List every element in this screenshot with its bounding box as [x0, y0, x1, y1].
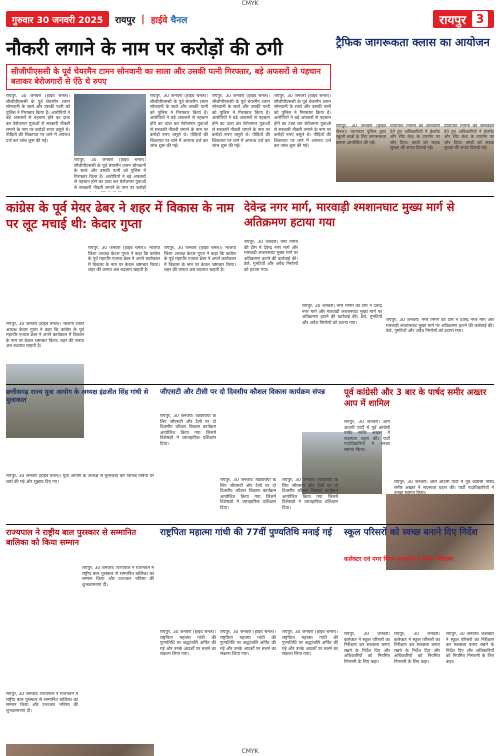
lead-headline: नौकरी लगाने के नाम पर करोड़ों की ठगी: [6, 38, 283, 60]
gandhi-body-2: रायपुर, 30 जनवरी (हाईवे चैनल)। राष्ट्रपिता महात्मा गांधी की पुण्यतिथि पर श्रद्धांजलि अर्पित की गई और उनके आदर्शों पर चलने का संकल्प लिया गया।: [220, 630, 276, 658]
chhattisgarh-headline: छत्तीसगढ़ राज्य युवा आयोग के अध्यक्ष इंद्रजीत सिंह गांधी से मुलाकात: [6, 388, 149, 404]
congress-body-2: रायपुर, 30 जनवरी (हाईवे चैनल)। भाजपा जिला अध्यक्ष केदार गुप्ता ने कहा कि कांग्रेस के पूर्व महापौर एजाज ढेबर ने अपने कार्यकाल में विकास के नाम पर केवल भ्रष्टाचार किया। शहर की जनता अब बदलाव चाहती है।: [88, 246, 160, 274]
lead-body-3: रायपुर, 30 जनवरी (हाईवे चैनल)। सीजीपीएससी के पूर्व चेयरमैन टामन सोनवानी के साले और उसकी पत्नी को पुलिस ने गिरफ्तार किया है। आरोपियों ने बड़े अफसरों से पहचान होने का दावा कर बेरोजगार युवाओं से सरकारी नौकरी लगाने के नाम पर करोड़ों रुपए वसूले थे। पीड़ितों की शिकायत पर थाने में अपराध दर्ज कर जांच शुरू की गई।: [150, 94, 208, 150]
congress-body-3: रायपुर, 30 जनवरी (हाईवे चैनल)। भाजपा जिला अध्यक्ष केदार गुप्ता ने कहा कि कांग्रेस के पूर्व महापौर एजाज ढेबर ने अपने कार्यकाल में विकास के नाम पर केवल भ्रष्टाचार किया। शहर की जनता अब बदलाव चाहती है।: [164, 246, 236, 274]
traffic-caption: रायपुर, 30 जनवरी (हाईवे चैनल)। यातायात पुलिस द्वारा स्कूली छात्रों के लिए जागरूकता क्लास आयोजित की गई।: [336, 124, 386, 146]
former-body-2: रायपुर, 30 जनवरी। आम आदमी पार्टी में पूर्व कांग्रेसी पार्षद समीर अख्तर ने सदस्यता ग्रहण की। पार्टी पदाधिकारियों ने उनका स्वागत किया।: [394, 480, 494, 497]
section-divider-3: [6, 524, 494, 525]
registration-mark: CMYK: [241, 0, 259, 7]
gdp-body: रायपुर, 30 जनवरी। विद्यार्थियों के लिए जीएसटी और टैली पर दो दिवसीय कौशल विकास कार्यक्रम आयोजित किया गया जिसमें विशेषज्ञों ने व्यावहारिक प्रशिक्षण दिया।: [160, 414, 216, 447]
section-divider: [6, 196, 494, 197]
chhattisgarh-body: रायपुर, 30 जनवरी (हाईवे चैनल)। युवा आयोग के अध्यक्ष से मुलाकात कर विभिन्न विषयों पर चर्चा की गई और सुझाव दिए गए।: [6, 474, 154, 485]
gandhi-body: रायपुर, 30 जनवरी (हाईवे चैनल)। राष्ट्रपिता महात्मा गांधी की पुण्यतिथि पर श्रद्धांजलि अर्पित की गई और उनके आदर्शों पर चलने का संकल्प लिया गया।: [160, 630, 216, 658]
gdp-headline: जीएसटी और टीसी पर दो दिवसीय कौशल विकास कार्यक्रम संपन्न: [160, 388, 326, 396]
lead-headline-wrap: [6, 36, 331, 64]
gandhi-headline: राष्ट्रपिता महात्मा गांधी की 77वीं पुण्यतिथि मनाई गई: [160, 528, 332, 538]
lead-body-4: रायपुर, 30 जनवरी (हाईवे चैनल)। सीजीपीएससी के पूर्व चेयरमैन टामन सोनवानी के साले और उसकी पत्नी को पुलिस ने गिरफ्तार किया है। आरोपियों ने बड़े अफसरों से पहचान होने का दावा कर बेरोजगार युवाओं से सरकारी नौकरी लगाने के नाम पर करोड़ों रुपए वसूले थे। पीड़ितों की शिकायत पर थाने में अपराध दर्ज कर जांच शुरू की गई।: [212, 94, 270, 150]
gdp-headline-wrap: [160, 388, 338, 412]
former-headline: पूर्व कांग्रेसी और 3 बार के पार्षद समीर अख्तर आप में शामिल: [344, 388, 487, 409]
congress-headline-wrap: [6, 200, 238, 244]
lead-photo: [74, 94, 146, 156]
issue-date: गुरुवार 30 जनवरी 2025: [6, 11, 109, 27]
lead-body-5: रायपुर, 30 जनवरी (हाईवे चैनल)। सीजीपीएससी के पूर्व चेयरमैन टामन सोनवानी के साले और उसकी पत्नी को पुलिस ने गिरफ्तार किया है। आरोपियों ने बड़े अफसरों से पहचान होने का दावा कर बेरोजगार युवाओं से सरकारी नौकरी लगाने के नाम पर करोड़ों रुपए वसूले थे। पीड़ितों की शिकायत पर थाने में अपराध दर्ज कर जांच शुरू की गई।: [274, 94, 331, 150]
gdp-body-3: रायपुर, 30 जनवरी। विद्यार्थियों के लिए जीएसटी और टैली पर दो दिवसीय कौशल विकास कार्यक्रम आयोजित किया गया जिसमें विशेषज्ञों ने व्यावहारिक प्रशिक्षण दिया।: [282, 478, 338, 511]
section-tag: [433, 10, 494, 28]
school-body-3: रायपुर, 30 जनवरी। कलेक्टर ने स्कूल परिसरों का निरीक्षण कर स्वच्छता बनाए रखने के निर्देश दिए और अधिकारियों को नियमित निगरानी के लिए कहा।: [446, 632, 494, 665]
section-name: रायपुर: [439, 12, 466, 27]
devendra-headline-wrap: [244, 200, 494, 236]
brand-logo: हाईवे चैनल: [150, 15, 188, 26]
school-headline-wrap: [344, 528, 494, 554]
rajyapal-body: रायपुर, 30 जनवरी। राज्यपाल ने राजभवन में राष्ट्रीय बाल पुरस्कार से सम्मानित बालिका का सम्मान किया और उज्ज्वल भविष्य की शुभकामनाएं दीं।: [82, 566, 154, 588]
rajyapal-body-2: रायपुर, 30 जनवरी। राज्यपाल ने राजभवन में राष्ट्रीय बाल पुरस्कार से सम्मानित बालिका का सम्मान किया और उज्ज्वल भविष्य की शुभकामनाएं दीं।: [6, 692, 78, 714]
devendra-body: रायपुर, 30 जनवरी। नगर निगम की टीम ने देवेन्द्र नगर मार्ग और मारवाड़ी श्मशानघाट मुख्य मार्ग पर अतिक्रमण हटाने की कार्रवाई की। ठेले, गुमटियों और अवैध निर्माणों को हटाया गया।: [244, 240, 298, 273]
section-divider-2: [6, 384, 494, 385]
congress-headline: कांग्रेस के पूर्व मेयर ढेबर ने शहर में विकास के नाम पर लूट मचाई थी: केदार गुप्ता: [6, 200, 235, 231]
gdp-body-2: रायपुर, 30 जनवरी। विद्यार्थियों के लिए जीएसटी और टैली पर दो दिवसीय कौशल विकास कार्यक्रम आयोजित किया गया जिसमें विशेषज्ञों ने व्यावहारिक प्रशिक्षण दिया।: [220, 478, 276, 511]
edition-city: रायपुर: [115, 15, 136, 26]
separator: |: [141, 13, 145, 25]
rajyapal-headline: राज्यपाल ने राष्ट्रीय बाल पुरस्कार से सम्मानित बालिका को किया सम्मान: [6, 528, 137, 547]
former-headline-wrap: [344, 388, 494, 418]
masthead: [6, 8, 494, 30]
former-body: रायपुर, 30 जनवरी। आम आदमी पार्टी में पूर्व कांग्रेसी पार्षद समीर अख्तर ने सदस्यता ग्रहण की। पार्टी पदाधिकारियों ने उनका स्वागत किया।: [344, 420, 390, 453]
rajyapal-headline-wrap: [6, 528, 154, 564]
school-subhead: कलेक्टर एवं नगर निगम प्रशासक ने किया निरीक्षण: [344, 556, 454, 563]
lead-body-2: रायपुर, 30 जनवरी (हाईवे चैनल)। सीजीपीएससी के पूर्व चेयरमैन टामन सोनवानी के साले और उसकी पत्नी को पुलिस ने गिरफ्तार किया है। आरोपियों ने बड़े अफसरों से पहचान होने का दावा कर बेरोजगार युवाओं से सरकारी नौकरी लगाने के नाम पर करोड़ों: [74, 158, 146, 191]
congress-body: रायपुर, 30 जनवरी (हाईवे चैनल)। भाजपा जिला अध्यक्ष केदार गुप्ता ने कहा कि कांग्रेस के पूर्व महापौर एजाज ढेबर ने अपने कार्यकाल में विकास के नाम पर केवल भ्रष्टाचार किया। शहर की जनता अब बदलाव चाहती है।: [6, 322, 84, 350]
registration-mark-footer: CMYK: [241, 748, 259, 755]
school-headline: स्कूल परिसरों को स्वच्छ बनाने दिए निर्देश: [344, 528, 478, 538]
chhattisgarh-headline-wrap: [6, 388, 154, 412]
page-number: 3: [472, 11, 488, 27]
school-subhead-wrap: [344, 556, 494, 570]
lead-subhead: सीजीपीएससी के पूर्व चेयरमैन टामन सोनवानी का साला और उसकी पत्नी गिरफ्तार, बड़े अफसरों से पहचान बताकर बेरोजगारों से ऐंठे थे रुपए: [11, 67, 321, 86]
lead-subhead-box: [6, 64, 331, 90]
gandhi-headline-wrap: [160, 528, 338, 558]
devendra-headline: देवेन्द्र नगर मार्ग, मारवाड़ी श्मशानघाट मुख्य मार्ग से अतिक्रमण हटाया गया: [244, 200, 455, 229]
devendra-body-2: रायपुर, 30 जनवरी। नगर निगम की टीम ने देवेन्द्र नगर मार्ग और मारवाड़ी श्मशानघाट मुख्य मार्ग पर अतिक्रमण हटाने की कार्रवाई की। ठेले, गुमटियों और अवैध निर्माणों को हटाया गया।: [302, 304, 382, 326]
traffic-headline-wrap: [336, 36, 494, 64]
gandhi-body-3: रायपुर, 30 जनवरी (हाईवे चैनल)। राष्ट्रपिता महात्मा गांधी की पुण्यतिथि पर श्रद्धांजलि अर्पित की गई और उनके आदर्शों पर चलने का संकल्प लिया गया।: [282, 630, 338, 658]
school-body-2: रायपुर, 30 जनवरी। कलेक्टर ने स्कूल परिसरों का निरीक्षण कर स्वच्छता बनाए रखने के निर्देश दिए और अधिकारियों को नियमित निगरानी के लिए कहा।: [394, 632, 440, 665]
traffic-body-2: यातायात नियमों की जानकारी देते हुए अधिकारियों ने हेलमेट और सीट बेल्ट के उपयोग पर जोर दिया। छात्रों को सड़क सुरक्षा की शपथ दिलाई गई।: [444, 124, 494, 152]
traffic-body: यातायात नियमों की जानकारी देते हुए अधिकारियों ने हेलमेट और सीट बेल्ट के उपयोग पर जोर दिया। छात्रों को सड़क सुरक्षा की शपथ दिलाई गई।: [390, 124, 440, 152]
school-body: रायपुर, 30 जनवरी। कलेक्टर ने स्कूल परिसरों का निरीक्षण कर स्वच्छता बनाए रखने के निर्देश दिए और अधिकारियों को नियमित निगरानी के लिए कहा।: [344, 632, 390, 665]
lead-body: रायपुर, 30 जनवरी (हाईवे चैनल)। सीजीपीएससी के पूर्व चेयरमैन टामन सोनवानी के साले और उसकी पत्नी को पुलिस ने गिरफ्तार किया है। आरोपियों ने बड़े अफसरों से पहचान होने का दावा कर बेरोजगार युवाओं से सरकारी नौकरी लगाने के नाम पर करोड़ों रुपए वसूले थे। पीड़ितों की शिकायत पर थाने में अपराध दर्ज कर जांच शुरू की गई।: [6, 94, 70, 144]
traffic-headline: ट्रैफिक जागरूकता क्लास का आयोजन: [336, 36, 490, 49]
devendra-body-3: रायपुर, 30 जनवरी। नगर निगम की टीम ने देवेन्द्र नगर मार्ग और मारवाड़ी श्मशानघाट मुख्य मार्ग पर अतिक्रमण हटाने की कार्रवाई की। ठेले, गुमटियों और अवैध निर्माणों को हटाया गया।: [386, 318, 494, 335]
